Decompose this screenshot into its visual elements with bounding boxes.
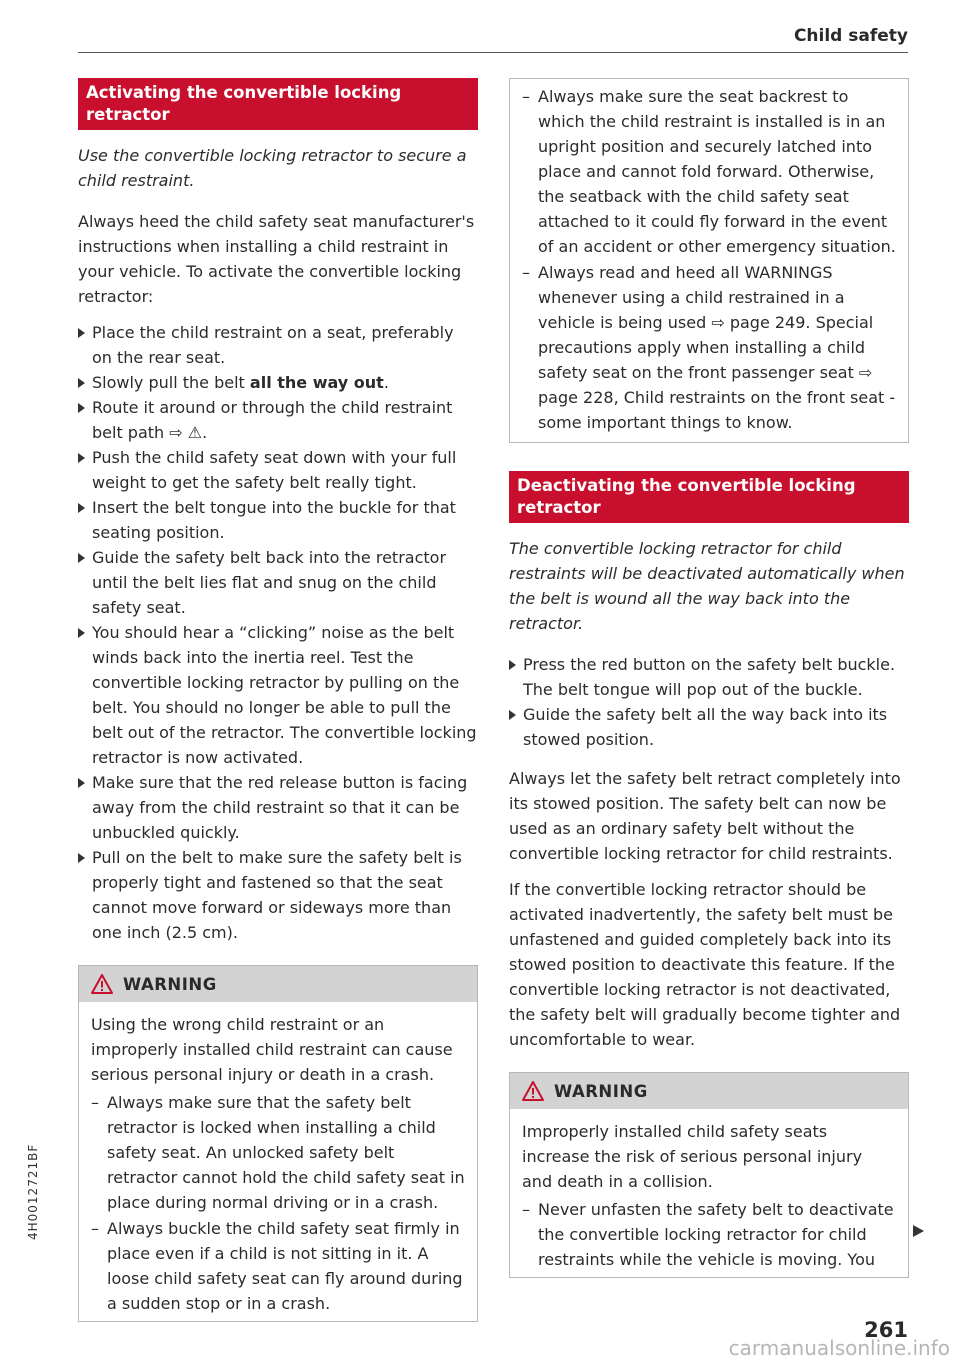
step-item: Pull on the belt to make sure the safety belt is properly tight and fastened so that the seat cannot move forward or sideways more than one inch (2.5 cm). [78, 845, 478, 945]
section-intro-deactivate: The convertible locking retractor for child restraints will be deactivated automatically when the belt is wound all the way back into the retractor. [509, 539, 905, 633]
section-heading-activate: Activating the convertible locking retractor [78, 78, 478, 130]
warning-label: WARNING [123, 974, 217, 994]
warning-triangle-icon [91, 974, 113, 994]
warning-continuation-box [509, 78, 909, 443]
step-item: Place the child restraint on a seat, preferably on the rear seat. [78, 320, 478, 370]
warning-header [79, 966, 477, 1002]
step-arrow-icon [78, 328, 85, 338]
step-item: Route it around or through the child restraint belt path ⇨ ⚠. [78, 395, 478, 445]
warning-box-right [509, 1072, 909, 1278]
step-arrow-icon [78, 778, 85, 788]
step-arrow-icon [78, 553, 85, 563]
warning-text: Improperly installed child safety seats increase the risk of serious personal injury and death in a collision. [522, 1122, 863, 1191]
warning-continuation-list [522, 84, 896, 435]
warning-label: WARNING [554, 1081, 648, 1101]
step-item: Insert the belt tongue into the buckle for that seating position. [78, 495, 478, 545]
warning-header [510, 1073, 908, 1109]
step-arrow-icon [78, 503, 85, 513]
step-item: Press the red button on the safety belt buckle. The belt tongue will pop out of the buckle. [509, 652, 909, 702]
warning-triangle-icon [522, 1081, 544, 1101]
step-item: You should hear a “clicking” noise as the belt winds back into the inertia reel. Test the convertible locking retractor by pulling on the belt. You should no longer be able to pull the belt out of the retractor. The convertible locking retractor is now activated. [78, 620, 478, 770]
continue-arrow-icon [913, 1225, 924, 1237]
step-arrow-icon [509, 660, 516, 670]
page-number: 261 [864, 1318, 908, 1342]
step-arrow-icon [78, 628, 85, 638]
step-item: Guide the safety belt back into the retractor until the belt lies flat and snug on the child safety seat. [78, 545, 478, 620]
deactivation-steps [509, 652, 909, 752]
step-item: Push the child safety seat down with your full weight to get the safety belt really tight. [78, 445, 478, 495]
body-paragraph: If the convertible locking retractor should be activated inadvertently, the safety belt must be unfastened and guided completely back into its stowed position to deactivate this feature. If the convertible locking retractor is not deactivated, the safety belt will gradually become tighter and uncomfortable to wear. [509, 880, 901, 1049]
body-paragraph: Always let the safety belt retract completely into its stowed position. The safety belt can now be used as an ordinary safety belt without the convertible locking retractor for child restraints. [509, 769, 901, 863]
activation-steps [78, 320, 478, 945]
step-arrow-icon [78, 453, 85, 463]
step-item: Make sure that the red release button is facing away from the child restraint so that it can be unbuckled quickly. [78, 770, 478, 845]
warning-list-item: – Always make sure the seat backrest to which the child restraint is installed is in an upright position and securely latched into place and cannot fold forward. Otherwise, the seatback with the child safety seat attached to it could fly forward in the event of an accident or other emergency situation. [522, 87, 896, 256]
body-paragraph: Always heed the child safety seat manufacturer's instructions when installing a child restraint in your vehicle. To activate the convertible locking retractor: [78, 212, 475, 306]
section-intro-activate: Use the convertible locking retractor to secure a child restraint. [78, 146, 467, 190]
warning-list [91, 1090, 465, 1316]
step-arrow-icon [78, 403, 85, 413]
warning-list-item: – Always buckle the child safety seat firmly in place even if a child is not sitting in it. A loose child safety seat can fly around during a sudden stop or in a crash. [91, 1219, 463, 1313]
warning-list-item: – Never unfasten the safety belt to deactivate the convertible locking retractor for child restraints while the vehicle is moving. You [522, 1200, 894, 1269]
warning-list-item: – Always make sure that the safety belt retractor is locked when installing a child safety seat. An unlocked safety belt retractor cannot hold the child safety seat in place during normal driving or in a crash. [91, 1093, 465, 1212]
warning-text: Using the wrong child restraint or an improperly installed child restraint can cause serious personal injury or death in a crash. [91, 1015, 453, 1084]
step-item: Guide the safety belt all the way back into its stowed position. [509, 702, 909, 752]
watermark: carmanualsonline.info [728, 1336, 950, 1360]
warning-box-left [78, 965, 478, 1322]
step-arrow-icon [509, 710, 516, 720]
document-code: 4H0012721BF [26, 1143, 40, 1240]
step-arrow-icon [78, 378, 85, 388]
header-divider [78, 52, 908, 53]
step-item: Slowly pull the belt all the way out. [78, 370, 478, 395]
right-column [509, 78, 909, 1278]
step-arrow-icon [78, 853, 85, 863]
left-column [78, 78, 478, 1322]
warning-body [79, 1002, 477, 1321]
header-title: Child safety [793, 26, 908, 46]
warning-body [510, 1109, 908, 1277]
section-heading-deactivate: Deactivating the convertible locking retractor [509, 471, 909, 523]
warning-list-item: – Always read and heed all WARNINGS whenever using a child restrained in a vehicle is being used ⇨ page 249. Special precautions apply when installing a child safety seat on the front passenger seat ⇨ page 228, Child restraints on the front seat - some important things to know. [522, 263, 896, 432]
warning-list [522, 1197, 896, 1272]
